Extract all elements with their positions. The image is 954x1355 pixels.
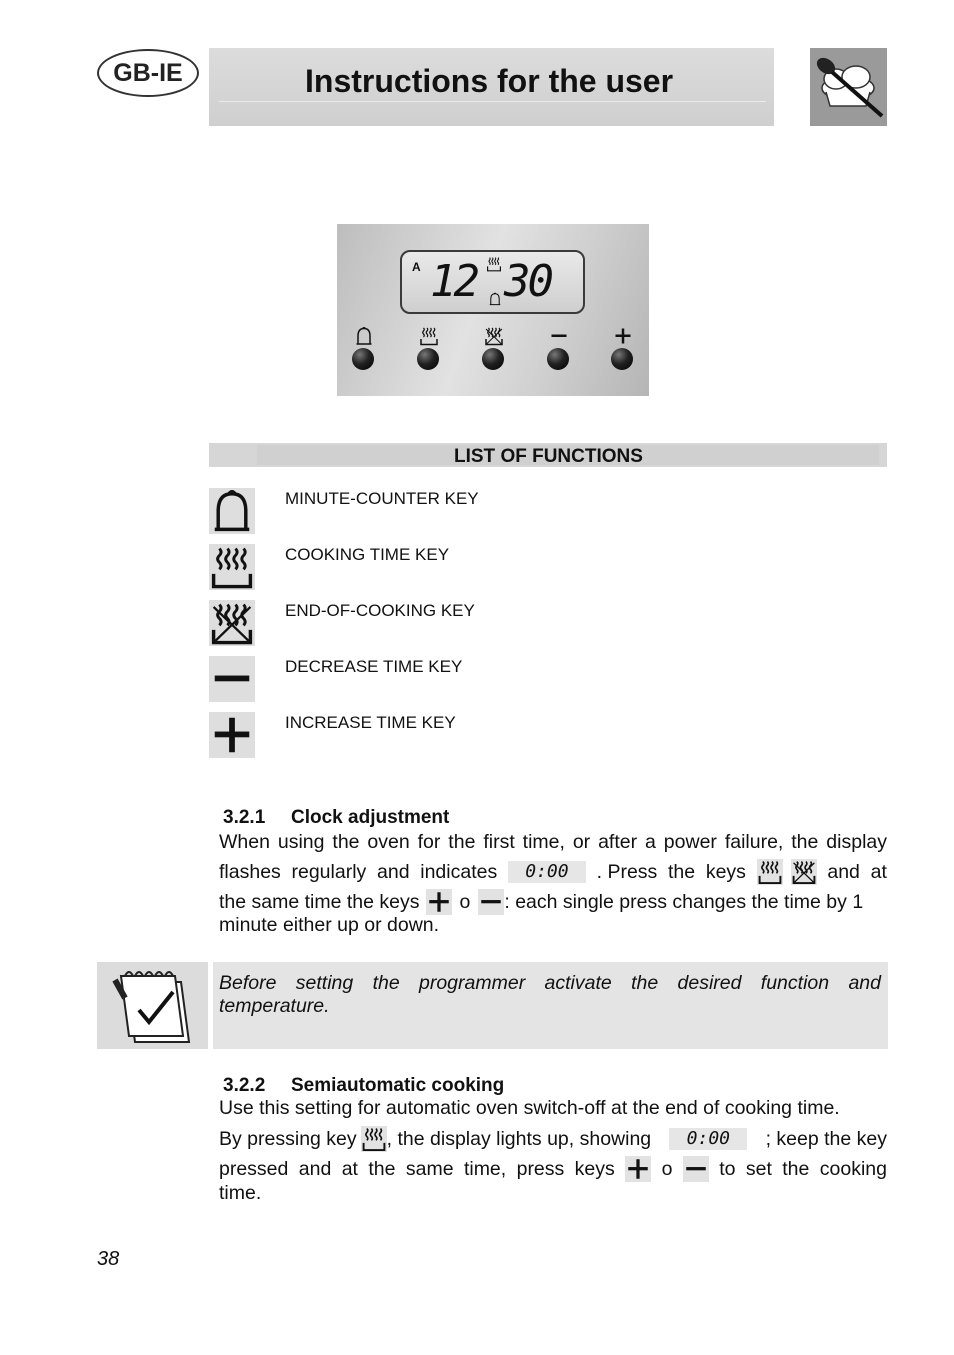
function-label: INCREASE TIME KEY — [285, 713, 456, 732]
cooking-time-icon — [209, 544, 255, 590]
word: to — [719, 1157, 736, 1180]
minus-icon — [683, 1156, 709, 1182]
cooking-time-icon — [757, 859, 783, 885]
end-of-cooking-icon — [209, 600, 255, 646]
word: at — [341, 1157, 358, 1180]
page-number: 38 — [97, 1248, 120, 1270]
word: set — [745, 1157, 772, 1180]
display-readout: 0:00 — [508, 861, 586, 883]
word: By pressing key — [219, 1127, 357, 1150]
chef-hat-spoon-icon — [810, 48, 887, 126]
paragraph-line — [219, 1182, 887, 1208]
function-label: DECREASE TIME KEY — [285, 657, 463, 676]
word: desired — [677, 972, 742, 994]
functions-heading-bar — [209, 443, 887, 467]
word: the — [631, 972, 659, 994]
end-of-cooking-icon — [791, 859, 817, 885]
region-badge-text: GB-IE — [113, 58, 183, 87]
word: and — [377, 860, 410, 883]
lcd-display — [400, 250, 585, 314]
word: and — [298, 1157, 332, 1180]
section-title: Clock adjustment — [291, 807, 450, 828]
lcd-auto-indicator: A — [412, 260, 421, 274]
paragraph-line — [219, 1124, 887, 1154]
word: , the display lights up, showing — [386, 1127, 652, 1150]
cooking-time-icon — [417, 326, 441, 346]
section-heading — [223, 807, 449, 829]
word: and — [848, 972, 881, 994]
note-box — [213, 962, 888, 1049]
paragraph-line — [219, 1097, 887, 1123]
lcd-hours: 12 — [430, 256, 477, 307]
plus-icon — [426, 889, 452, 915]
word: the — [368, 1157, 396, 1180]
word: o — [459, 890, 471, 913]
word: Before — [219, 972, 277, 994]
minute-counter-button[interactable] — [352, 348, 374, 370]
decrease-time-button[interactable] — [547, 348, 569, 370]
paragraph-line — [219, 829, 887, 855]
word: the same time the keys — [219, 890, 420, 913]
word: and — [827, 860, 860, 883]
bell-icon — [488, 292, 502, 306]
bell-icon — [352, 326, 376, 346]
section-number: 3.2.1 — [223, 807, 266, 828]
cooking-time-button[interactable] — [417, 348, 439, 370]
word: at — [870, 860, 887, 883]
word: ; keep the key — [765, 1127, 887, 1150]
region-badge — [97, 49, 199, 97]
minus-icon — [478, 889, 504, 915]
functions-heading-cell — [257, 445, 879, 465]
paragraph-text: When using the oven for the first time, or after a power failure, the display — [219, 830, 887, 853]
word: indicates — [420, 860, 498, 883]
function-label: COOKING TIME KEY — [285, 545, 450, 564]
paragraph-line — [219, 914, 887, 940]
lcd-minutes: 30 — [504, 256, 551, 307]
paragraph-text: minute either up or down. — [219, 914, 440, 936]
minus-icon — [209, 656, 255, 702]
function-label: MINUTE-COUNTER KEY — [285, 489, 479, 508]
word: same — [405, 1157, 454, 1180]
word: press — [516, 1157, 565, 1180]
paragraph-line — [219, 1154, 887, 1184]
note-line: temperature. — [219, 995, 330, 1017]
word: o — [661, 1157, 673, 1180]
word: setting — [295, 972, 354, 994]
end-of-cooking-icon — [482, 326, 506, 346]
word: . Press — [596, 860, 658, 883]
word: cooking — [819, 1157, 887, 1180]
timer-control-panel — [337, 224, 649, 396]
word: keys — [574, 1157, 615, 1180]
notepad-check-icon — [97, 962, 208, 1049]
plus-icon — [611, 326, 635, 346]
plus-icon — [209, 712, 255, 758]
cooking-time-icon — [361, 1126, 387, 1152]
bell-icon — [209, 488, 255, 534]
title-underline — [219, 101, 766, 102]
note-line — [219, 972, 881, 995]
paragraph-text: time. — [219, 1182, 262, 1204]
page-title: Instructions for the user — [305, 63, 674, 99]
word: regularly — [291, 860, 367, 883]
word: activate — [544, 972, 612, 994]
increase-time-button[interactable] — [611, 348, 633, 370]
minus-icon — [547, 326, 571, 346]
word: the — [668, 860, 696, 883]
paragraph-line — [219, 887, 887, 917]
word: flashes — [219, 860, 281, 883]
word: keys — [705, 860, 746, 883]
word: pressed — [219, 1157, 289, 1180]
section-number: 3.2.2 — [223, 1075, 266, 1096]
section-heading — [223, 1075, 504, 1097]
text-group — [219, 1126, 651, 1152]
word: the — [782, 1157, 810, 1180]
end-of-cooking-button[interactable] — [482, 348, 504, 370]
word: programmer — [419, 972, 526, 994]
function-label: END-OF-COOKING KEY — [285, 601, 475, 620]
plus-icon — [625, 1156, 651, 1182]
paragraph-text: Use this setting for automatic oven switch-off at the end of cooking time. — [219, 1097, 840, 1119]
word: the — [372, 972, 400, 994]
word: : each single press changes the time by 1 — [504, 890, 864, 913]
paragraph-line — [219, 857, 887, 887]
word: time, — [463, 1157, 507, 1180]
header-title-bar — [209, 48, 774, 126]
functions-heading: LIST OF FUNCTIONS — [454, 446, 643, 467]
key-icons — [757, 859, 817, 885]
display-readout: 0:00 — [669, 1128, 747, 1150]
word: function — [760, 972, 830, 994]
cooking-time-icon — [486, 256, 502, 272]
section-title: Semiautomatic cooking — [291, 1075, 505, 1096]
